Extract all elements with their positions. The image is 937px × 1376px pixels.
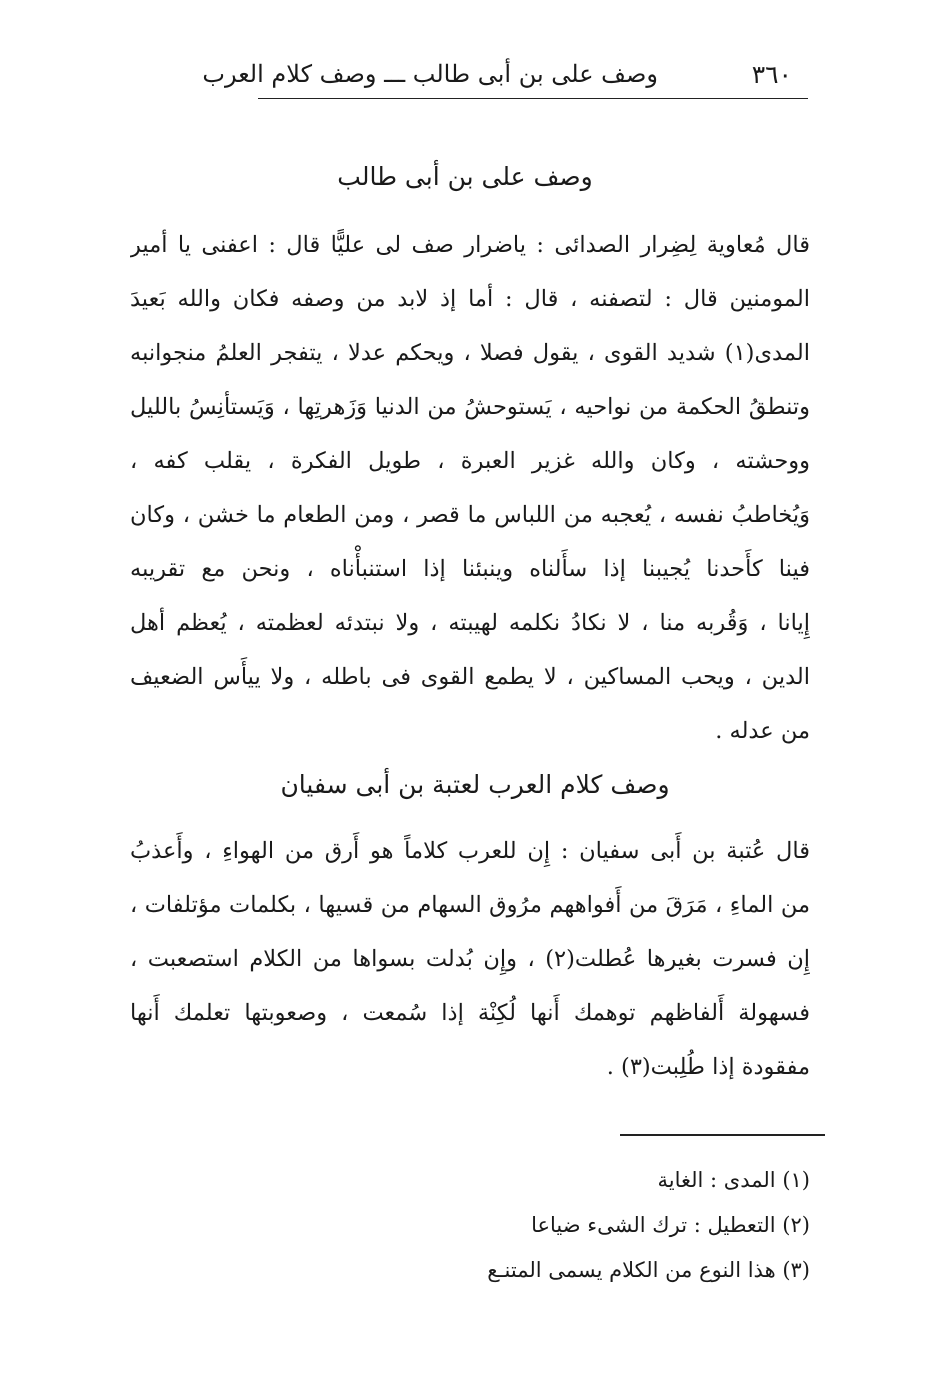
text-line: من عدله . [715, 718, 810, 744]
header-rule [258, 98, 808, 99]
section-paragraph [130, 218, 810, 758]
text-line: ووحشته ، وكان والله غزير العبرة ، طويل الفكرة ، يقلب كفه ، [130, 448, 810, 474]
section-heading: وصف على بن أبى طالب [337, 162, 593, 191]
text-line: الدين ، ويحب المساكين ، لا يطمع القوى فى باطله ، ولا ييأَس الضعيف [130, 664, 810, 690]
text-line: وتنطقُ الحكمة من نواحيه ، يَستوحشُ من الدنيا وَزَهرتِها ، وَيَستأنِسُ بالليل [130, 394, 810, 420]
text-line: وَيُخاطبُ نفسه ، يُعجبه من اللباس ما قصر ، ومن الطعام ما خشن ، وكان [130, 502, 810, 528]
footnote: (١) المدى : الغاية [657, 1168, 810, 1192]
footnote: (٢) التعطيل : ترك الشىء ضياعا [531, 1213, 810, 1237]
text-line: فسهولة أَلفاظهم توهمك أَنها لُكِنْة إذا سُمعت ، وصعوبتها تعلمك أَنها [130, 1000, 810, 1026]
text-line: المومنين قال : لتصفنه ، قال : أما إذ لابد من وصفه فكان والله بَعيدَ [130, 286, 810, 312]
running-head [202, 58, 808, 98]
footnotes [380, 1158, 810, 1293]
section-heading: وصف كلام العرب لعتبة بن أبى سفيان [280, 770, 670, 799]
text-line: قال مُعاوية لِضِرار الصدائى : ياضرار صف لى عليًّا قال : اعفنى يا أمير [130, 232, 810, 258]
text-line: قال عُتبة بن أَبى سفيان : إِن للعرب كلاماً هو أَرق من الهواءِ ، وأَعذبُ [130, 838, 810, 864]
text-line: من الماءِ ، مَرَقَ من أَفواههم مرُوق السهام من قسيها ، بكلمات مؤتلفات ، [130, 892, 810, 918]
text-line: المدى(١) شديد القوى ، يقول فصلا ، ويحكم عدلا ، يتفجر العلمُ منجوانبه [130, 340, 810, 366]
footnote: (٣) هذا النوع من الكلام يسمى المتنـع [487, 1258, 810, 1282]
footnote-rule [620, 1134, 825, 1136]
page-number: ٣٦٠ [751, 60, 792, 89]
text-line: إِن فسرت بغيرها عُطلت(٢) ، وإِن بُدلت بسواها من الكلام استصعبت ، [130, 946, 810, 972]
text-line: مفقودة إذا طُلِبت(٣) . [606, 1054, 810, 1080]
section-paragraph [130, 824, 810, 1094]
text-line: إِيانا ، وَقُربه منا ، لا نكادُ نكلمه لهيبته ، ولا نبتدئه لعظمته ، يُعظم أهل [130, 610, 810, 636]
text-line: فينا كأَحدنا يُجيبنا إذا سأَلناه وينبئنا إذا استنبأْناه ، ونحن مع تقريبه [130, 556, 810, 582]
running-head-title: وصف على بن أبى طالب ـــ وصف كلام العرب [202, 60, 658, 88]
